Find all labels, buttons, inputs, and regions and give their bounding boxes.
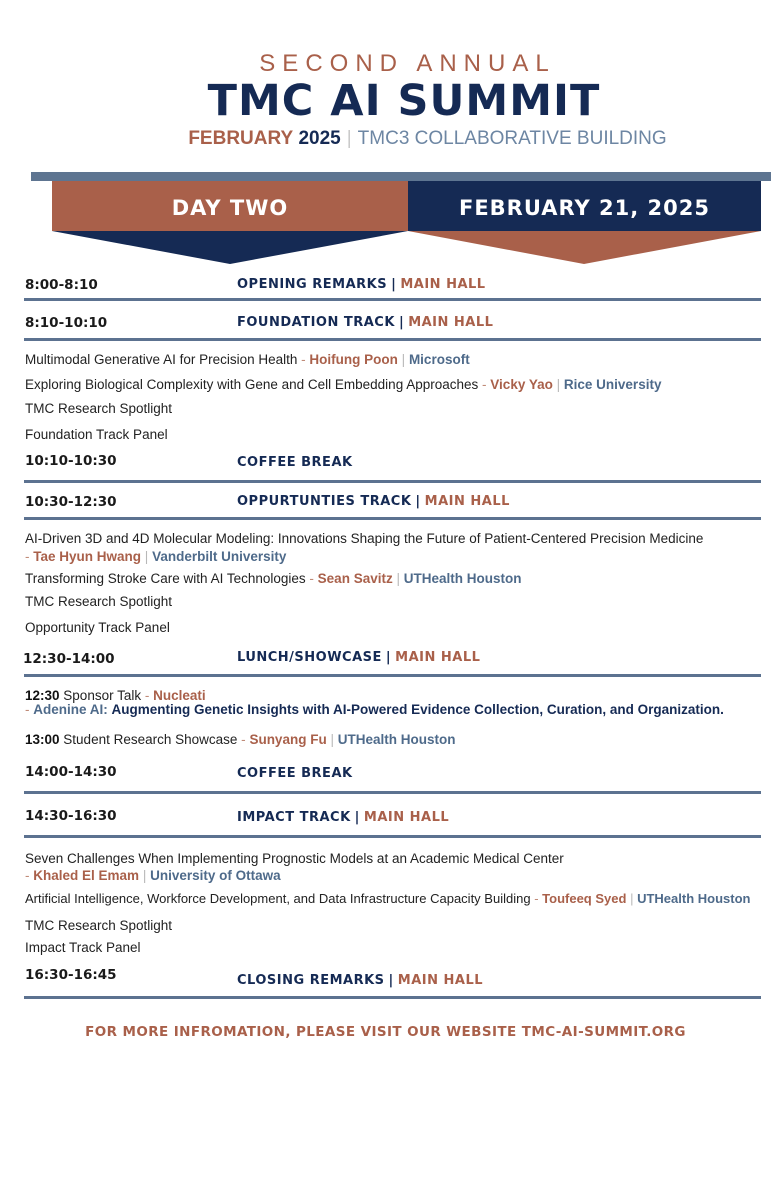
foundation-title: FOUNDATION TRACK <box>237 315 395 330</box>
impact-session <box>237 810 449 825</box>
closing-sep: | <box>388 973 394 988</box>
foundation-session <box>237 315 493 330</box>
lunch-sep: | <box>385 650 392 665</box>
opportunities-time: 10:30-12:30 <box>25 494 117 510</box>
sponsor-talk-title: Augmenting Genetic Insights with AI-Powered Evidence Collection, Curation, and Organization. <box>111 702 724 717</box>
sponsor-name: Nucleati <box>153 688 206 703</box>
opportunities-talk-2 <box>25 571 522 586</box>
speaker-org: Vanderbilt University <box>152 549 287 564</box>
opening-location: MAIN HALL <box>400 277 486 292</box>
foundation-time: 8:10-10:10 <box>25 315 108 331</box>
speaker-name: Hoifung Poon <box>309 352 398 367</box>
speaker-org: UTHealth Houston <box>637 891 751 906</box>
talk-title: Multimodal Generative AI for Precision Health <box>25 352 298 367</box>
footer-info: FOR MORE INFROMATION, PLEASE VISIT OUR WEBSITE TMC-AI-SUMMIT.ORG <box>85 1024 686 1040</box>
event-month: FEBRUARY <box>188 128 294 149</box>
divider <box>24 835 761 838</box>
foundation-talk-1 <box>25 352 470 367</box>
closing-title: CLOSING REMARKS <box>237 973 385 988</box>
foundation-location: MAIN HALL <box>408 315 494 330</box>
dash: - <box>241 732 246 747</box>
day-chevron <box>52 231 408 264</box>
closing-session <box>237 973 483 988</box>
opening-time: 8:00-8:10 <box>25 277 98 293</box>
impact-time: 14:30-16:30 <box>25 808 117 824</box>
impact-talk-3: TMC Research Spotlight <box>25 918 173 933</box>
colon: : <box>103 702 108 717</box>
impact-sep: | <box>354 810 360 825</box>
opening-title: OPENING REMARKS <box>237 277 388 292</box>
banner-day-label: DAY TWO <box>171 196 289 220</box>
header-separator: | <box>346 128 352 149</box>
speaker-name: Toufeeq Syed <box>542 891 627 906</box>
lunch-session <box>237 650 480 665</box>
speaker-org: UTHealth Houston <box>337 732 456 747</box>
separator: | <box>330 732 334 747</box>
talk-title: Sponsor Talk <box>63 688 142 703</box>
lunch-location: MAIN HALL <box>395 650 481 665</box>
talk-title: Artificial Intelligence, Workforce Development, and Data Infrastructure Capacity Building <box>25 891 531 906</box>
dash: - <box>482 377 487 392</box>
opening-session <box>237 277 486 292</box>
separator: | <box>142 868 147 883</box>
impact-talk-1-speaker <box>25 868 281 883</box>
opening-sep: | <box>391 277 397 292</box>
lunch-title: LUNCH/SHOWCASE <box>237 650 382 665</box>
coffee1-time: 10:10-10:30 <box>25 453 117 469</box>
opportunities-location: MAIN HALL <box>424 494 510 509</box>
divider <box>24 674 761 677</box>
student-showcase <box>25 732 455 747</box>
sponsor-talk-detail <box>25 702 724 717</box>
event-title: TMC AI SUMMIT <box>207 76 601 126</box>
opportunities-talk-3: TMC Research Spotlight <box>25 594 173 609</box>
foundation-sep: | <box>398 315 405 330</box>
talk-title: Transforming Stroke Care with AI Technologies <box>25 571 306 586</box>
foundation-talk-3: TMC Research Spotlight <box>25 401 173 416</box>
dash: - <box>25 549 30 564</box>
foundation-talk-4: Foundation Track Panel <box>25 427 168 442</box>
dash: - <box>534 891 539 906</box>
opportunities-talk-1-title: AI-Driven 3D and 4D Molecular Modeling: Innovations Shaping the Future of Patient-Centered Precision Medicine <box>25 531 704 546</box>
divider <box>24 517 761 520</box>
lunch-time: 12:30-14:00 <box>23 651 115 667</box>
foundation-talk-2 <box>25 377 661 392</box>
speaker-org: Microsoft <box>408 352 470 367</box>
banner-date-label: FEBRUARY 21, 2025 <box>458 196 711 220</box>
speaker-name: Sunyang Fu <box>249 732 327 747</box>
speaker-name: Vicky Yao <box>490 377 553 392</box>
impact-location: MAIN HALL <box>363 810 450 825</box>
dash: - <box>25 702 30 717</box>
sponsor-talk <box>25 688 206 703</box>
opportunities-title: OPPURTUNTIES TRACK <box>237 494 412 509</box>
divider <box>24 480 761 483</box>
event-venue: TMC3 COLLABORATIVE BUILDING <box>357 128 667 149</box>
divider <box>24 338 761 341</box>
speaker-name: Tae Hyun Hwang <box>33 549 142 564</box>
date-chevron <box>408 231 761 264</box>
event-year: 2025 <box>298 128 341 149</box>
impact-talk-4: Impact Track Panel <box>25 940 141 955</box>
speaker-org: University of Ottawa <box>150 868 281 883</box>
coffee2-time: 14:00-14:30 <box>25 764 117 780</box>
dash: - <box>25 868 30 883</box>
opportunities-session <box>237 494 510 509</box>
separator: | <box>630 891 634 906</box>
dash: - <box>301 352 306 367</box>
opportunities-talk-4: Opportunity Track Panel <box>25 620 170 635</box>
banner-chevrons <box>0 0 771 270</box>
event-subtitle: SECOND ANNUAL <box>259 50 556 77</box>
impact-title: IMPACT TRACK <box>237 810 351 825</box>
separator: | <box>401 352 406 367</box>
separator: | <box>396 571 400 586</box>
talk-time: 12:30 <box>25 688 60 703</box>
impact-talk-1-title: Seven Challenges When Implementing Prognostic Models at an Academic Medical Center <box>25 851 564 866</box>
opportunities-talk-1-speaker <box>25 549 286 564</box>
talk-title: Student Research Showcase <box>63 732 238 747</box>
coffee1-title: COFFEE BREAK <box>237 455 353 470</box>
dash: - <box>309 571 314 586</box>
impact-talk-2 <box>25 891 750 906</box>
divider <box>24 791 761 794</box>
speaker-org: UTHealth Houston <box>403 571 522 586</box>
divider <box>24 298 761 301</box>
speaker-name: Khaled El Emam <box>33 868 140 883</box>
talk-time: 13:00 <box>25 732 60 747</box>
separator: | <box>144 549 149 564</box>
talk-title: Exploring Biological Complexity with Gene and Cell Embedding Approaches <box>25 377 479 392</box>
separator: | <box>556 377 561 392</box>
speaker-name: Sean Savitz <box>317 571 393 586</box>
closing-location: MAIN HALL <box>397 973 484 988</box>
closing-time: 16:30-16:45 <box>25 967 117 983</box>
divider <box>24 996 761 999</box>
speaker-org: Rice University <box>563 377 662 392</box>
sponsor-company: Adenine AI <box>33 702 104 717</box>
opportunities-sep: | <box>415 494 421 509</box>
coffee2-title: COFFEE BREAK <box>237 766 353 781</box>
dash: - <box>144 688 150 703</box>
